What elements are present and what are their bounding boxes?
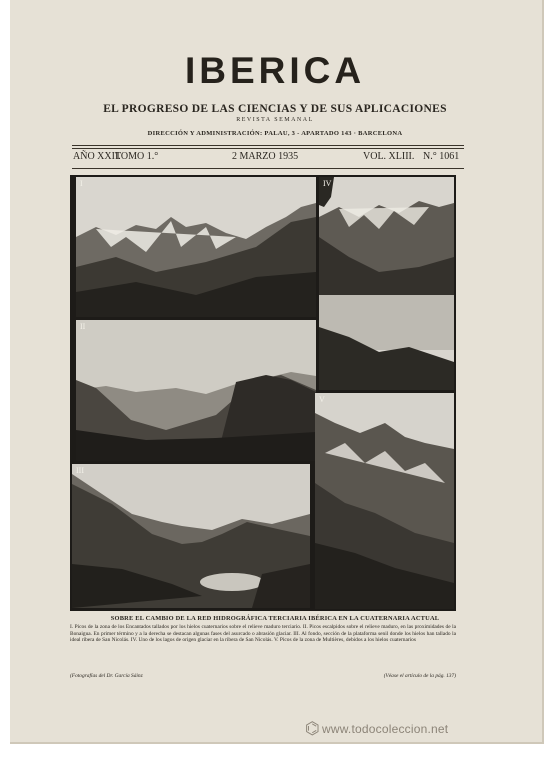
caption-body: I. Picos de la zona de los Encantados tallados por los hielos cuaternarios sobre el relieve maduro terciario. II. Picos escalpidos sobre el relieve maduro, en las proximidades de la Bonaigua. En primer término y a la derecha se destacan algunas fases del asurcado o abrasión glaciar. III. Al fondo, sección de la plataforma senil donde los hielos han tallado la ideal ribera de San Nicolás. IV. Uno de los lagos de origen glaciar en la ribera de San Nicolás. V. Picos de la zona de Multières, debidos a los hielos cuaternarios [70,624,456,644]
photo-plate [70,175,456,611]
mountain-photo-ii [76,320,316,461]
photo-v-label: V [319,395,325,404]
photo-v [315,393,454,609]
issue-date: 2 MARZO 1935 [232,151,299,162]
tc-logo-icon: ⌬ [305,719,320,739]
issue-number: N.° 1061 [423,151,460,162]
issue-year: AÑO XXII. [73,151,121,162]
header-rule-top [72,145,464,146]
photo-iii [72,464,310,608]
photo-i-label: I [80,179,83,188]
photo-credit [70,673,456,679]
issue-volume: VOL. XLIII. [363,151,415,162]
photo-iv-label: IV [323,179,332,188]
photo-credit-text: (Fotografías del Dr. García Sáinz [70,673,143,679]
header-rule-bottom [72,168,464,169]
photo-ii-label: II [80,322,86,331]
masthead-address: DIRECCIÓN Y ADMINISTRACIÓN: PALAU, 3 - APARTADO 143 · BARCELONA [147,130,403,137]
masthead-kicker: REVISTA SEMANAL [236,117,314,123]
photo-iii-label: III [76,466,84,475]
caption-heading: SOBRE EL CAMBIO DE LA RED HIDROGRÁFICA TERCIARIA IBÉRICA EN LA CUATERNARIA ACTUAL [110,615,440,622]
lake-photo-iv [319,177,454,390]
mountain-photo-iii [72,464,310,608]
header-rule-top-double [72,148,464,149]
peaks-photo-v [315,393,454,609]
mountain-photo-i [76,177,316,317]
photo-iv [319,177,454,390]
article-reference: (Véase el artículo de la pág. 137) [383,673,456,679]
photo-ii [76,320,316,461]
masthead-subtitle: EL PROGRESO DE LAS CIENCIAS Y DE SUS APLICACIONES [103,103,447,115]
site-watermark[interactable]: www.todocoleccion.net [322,722,449,736]
photo-i [76,177,316,317]
masthead-title: IBERICA [184,50,366,91]
issue-tome: TOMO 1.° [115,151,159,162]
